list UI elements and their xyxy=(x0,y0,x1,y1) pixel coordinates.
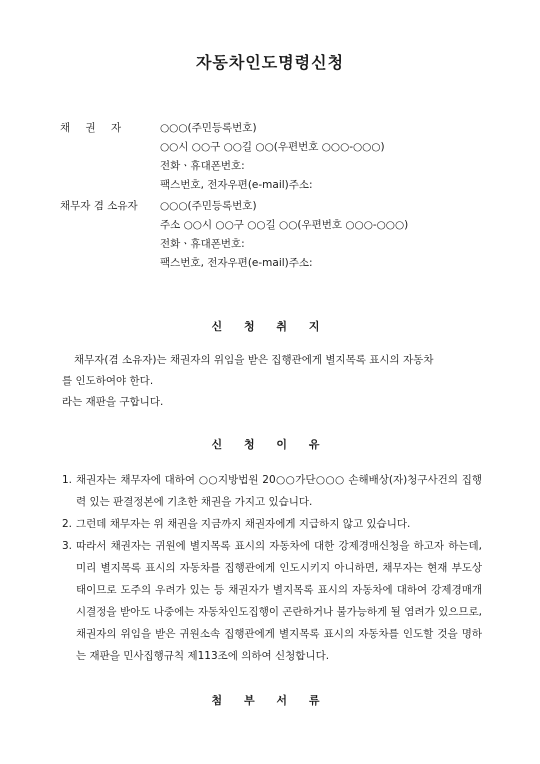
reason-item-2 xyxy=(62,513,482,535)
debtor-name: ○○○(주민등록번호) xyxy=(160,200,257,212)
reasons-heading: 신 청 이 유 xyxy=(211,438,329,451)
creditor-fax-email: 팩스번호, 전자우편(e-mail)주소: xyxy=(160,179,313,191)
reason-item-1 xyxy=(62,469,482,513)
debtor-address: 주소 ○○시 ○○구 ○○길 ○○(우편번호 ○○○-○○○) xyxy=(160,219,409,231)
purpose-line-2: 를 인도하여야 한다. xyxy=(62,375,154,387)
reason-item-3 xyxy=(62,535,482,667)
debtor-role-label: 채무자 겸 소유자 xyxy=(60,200,138,212)
debtor-fax-email: 팩스번호, 전자우편(e-mail)주소: xyxy=(160,257,313,269)
reason-text: 따라서 채권자는 귀원에 별지목록 표시의 자동차에 대한 강제경매신청을 하고자 하는데, 미리 별지목록 표시의 자동차를 집행관에게 인도시키지 아니하면, 채무자는 현재 부도상태이므로 도주의 우려가 있는 등 채권자가 별지목록 표시의 자동차에 대하여 강제경매개시결정을 받아도 나중에는 자동차인도집행이 곤란하거나 불가능하게 될 염려가 있으므로, 채권자의 위임을 받은 귀원소속 집행관에게 별지목록 표시의 자동차를 인도할 것을 명하는 재판을 민사집행규칙 제113조에 의하여 신청합니다. xyxy=(76,540,482,662)
reason-text: 그런데 채무자는 위 채권을 지금까지 채권자에게 지급하지 않고 있습니다. xyxy=(76,518,411,530)
creditor-name: ○○○(주민등록번호) xyxy=(160,122,257,134)
purpose-line-1: 채무자(겸 소유자)는 채권자의 위임을 받은 집행관에게 별지목록 표시의 자동차 xyxy=(74,354,434,366)
purpose-line-3: 라는 재판을 구합니다. xyxy=(62,396,164,408)
purpose-heading: 신 청 취 지 xyxy=(211,320,329,333)
creditor-phone: 전화ㆍ휴대폰번호: xyxy=(160,160,245,172)
reason-number: 3. xyxy=(62,540,73,552)
reason-number: 1. xyxy=(62,474,73,486)
creditor-row xyxy=(60,120,160,135)
reason-text: 채권자는 채무자에 대하여 ○○지방법원 20○○가단○○○ 손해배상(자)청구사건의 집행력 있는 판결정본에 기초한 채권을 가지고 있습니다. xyxy=(76,474,482,508)
document-title: 자동차인도명령신청 xyxy=(195,53,345,72)
reason-number: 2. xyxy=(62,518,73,530)
creditor-role-label: 채 권 자 xyxy=(60,122,128,134)
creditor-address: ○○시 ○○구 ○○길 ○○(우편번호 ○○○-○○○) xyxy=(160,141,385,153)
debtor-row xyxy=(60,198,160,213)
debtor-phone: 전화ㆍ휴대폰번호: xyxy=(160,238,245,250)
attachments-heading: 첨 부 서 류 xyxy=(211,694,329,707)
